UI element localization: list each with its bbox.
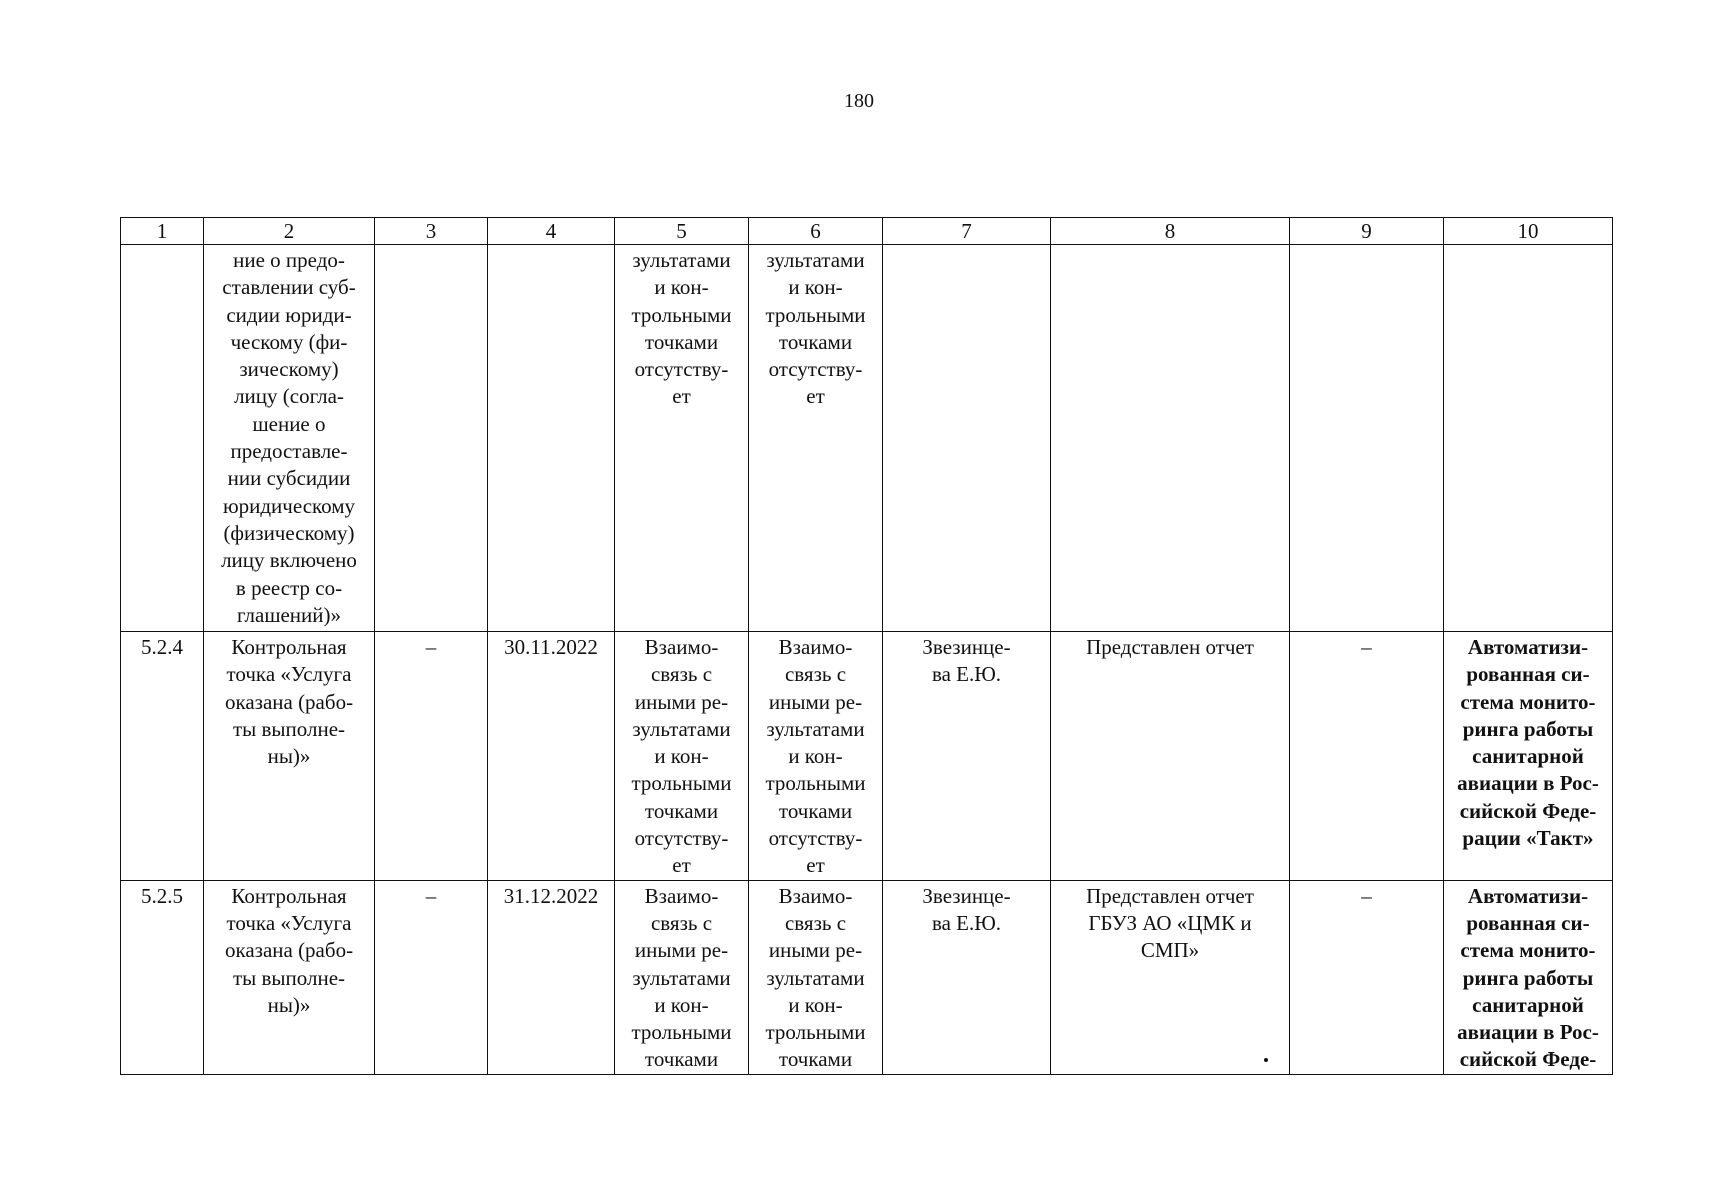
cell-text: 5.2.5 — [141, 883, 183, 908]
cell-successors — [749, 880, 883, 1074]
cell-text: зультатами и кон- трольными точками отсутству- ет — [631, 248, 732, 409]
cell-name — [204, 245, 375, 632]
table-row — [121, 245, 1613, 632]
cell-successors — [749, 632, 883, 881]
cell-info-system — [1444, 245, 1613, 632]
header-cell-8: 8 — [1051, 218, 1290, 245]
cell-end-date — [488, 632, 615, 881]
cell-text: Представлен отчет ГБУЗ АО «ЦМК и СМП» — [1086, 883, 1254, 963]
cell-text: зультатами и кон- трольными точками отсутству- ет — [765, 248, 866, 409]
cell-predecessors — [615, 880, 749, 1074]
cell-text: Автоматизи- рованная си- стема монито- ринга работы санитарной авиации в Рос- сийской Феде- — [1457, 883, 1599, 1072]
cell-predecessors — [615, 632, 749, 881]
cell-text: Звезинце- ва Е.Ю. — [922, 635, 1011, 687]
page-number: 180 — [844, 90, 874, 112]
cell-text: Представлен отчет — [1086, 635, 1254, 659]
cell-result — [1051, 632, 1290, 881]
cell-name — [204, 880, 375, 1074]
cell-start-date — [375, 245, 488, 632]
table-row — [121, 880, 1613, 1074]
header-row — [121, 218, 1613, 245]
table-row — [121, 632, 1613, 881]
cell-text: Взаимо- связь с иными ре- зультатами и кон- трольными точками отсутству- ет — [765, 635, 866, 878]
cell-number — [121, 245, 204, 632]
header-cell-9: 9 — [1290, 218, 1444, 245]
cell-level — [1290, 632, 1444, 881]
header-cell-5: 5 — [615, 218, 749, 245]
cell-text: Взаимо- связь с иными ре- зультатами и кон- трольными точками отсутству- ет — [631, 635, 732, 878]
cell-start-date — [375, 880, 488, 1074]
cell-text: – — [425, 883, 437, 908]
cell-successors — [749, 245, 883, 632]
header-cell-1: 1 — [121, 218, 204, 245]
cell-text: Взаимо- связь с иными ре- зультатами и кон- трольными точками — [631, 883, 732, 1072]
cell-level — [1290, 880, 1444, 1074]
cell-text: – — [1361, 635, 1372, 659]
cell-text: Контрольная точка «Услуга оказана (рабо- ты выполне- ны)» — [224, 635, 354, 769]
cell-result — [1051, 880, 1290, 1074]
header-cell-2: 2 — [204, 218, 375, 245]
cell-info-system — [1444, 880, 1613, 1074]
header-cell-10: 10 — [1444, 218, 1613, 245]
cell-responsible — [883, 632, 1051, 881]
cell-number — [121, 880, 204, 1074]
cell-number — [121, 632, 204, 881]
plan-table — [120, 217, 1613, 1075]
header-cell-4: 4 — [488, 218, 615, 245]
cell-text: Взаимо- связь с иными ре- зультатами и кон- трольными точками — [765, 883, 866, 1072]
cell-text: – — [425, 635, 437, 659]
cell-end-date — [488, 880, 615, 1074]
header-cell-7: 7 — [883, 218, 1051, 245]
cell-level — [1290, 245, 1444, 632]
cell-text: Контрольная точка «Услуга оказана (рабо- ты выполне- ны)» — [224, 883, 354, 1017]
cell-text: 30.11.2022 — [504, 635, 598, 659]
cell-text: Звезинце- ва Е.Ю. — [922, 883, 1011, 935]
cell-text: – — [1361, 883, 1372, 908]
cell-predecessors — [615, 245, 749, 632]
cell-responsible — [883, 880, 1051, 1074]
cell-text: Автоматизи- рованная си- стема монито- ринга работы санитарной авиации в Рос- сийской Феде- рации «Такт» — [1457, 635, 1599, 851]
cell-responsible — [883, 245, 1051, 632]
cell-info-system — [1444, 632, 1613, 881]
cell-text: 5.2.4 — [141, 635, 183, 659]
cell-end-date — [488, 245, 615, 632]
scan-speck — [1264, 1058, 1268, 1062]
cell-result — [1051, 245, 1290, 632]
cell-text: 31.12.2022 — [503, 883, 599, 908]
header-cell-6: 6 — [749, 218, 883, 245]
header-cell-3: 3 — [375, 218, 488, 245]
cell-text: ние о предо- ставлении суб- сидии юриди- ческому (фи- зическому) лицу (согла- шение о предоставле- нии субсидии юридическому (физическому) лицу включено в реестр со- глашений)» — [221, 248, 357, 627]
cell-start-date — [375, 632, 488, 881]
cell-name — [204, 632, 375, 881]
